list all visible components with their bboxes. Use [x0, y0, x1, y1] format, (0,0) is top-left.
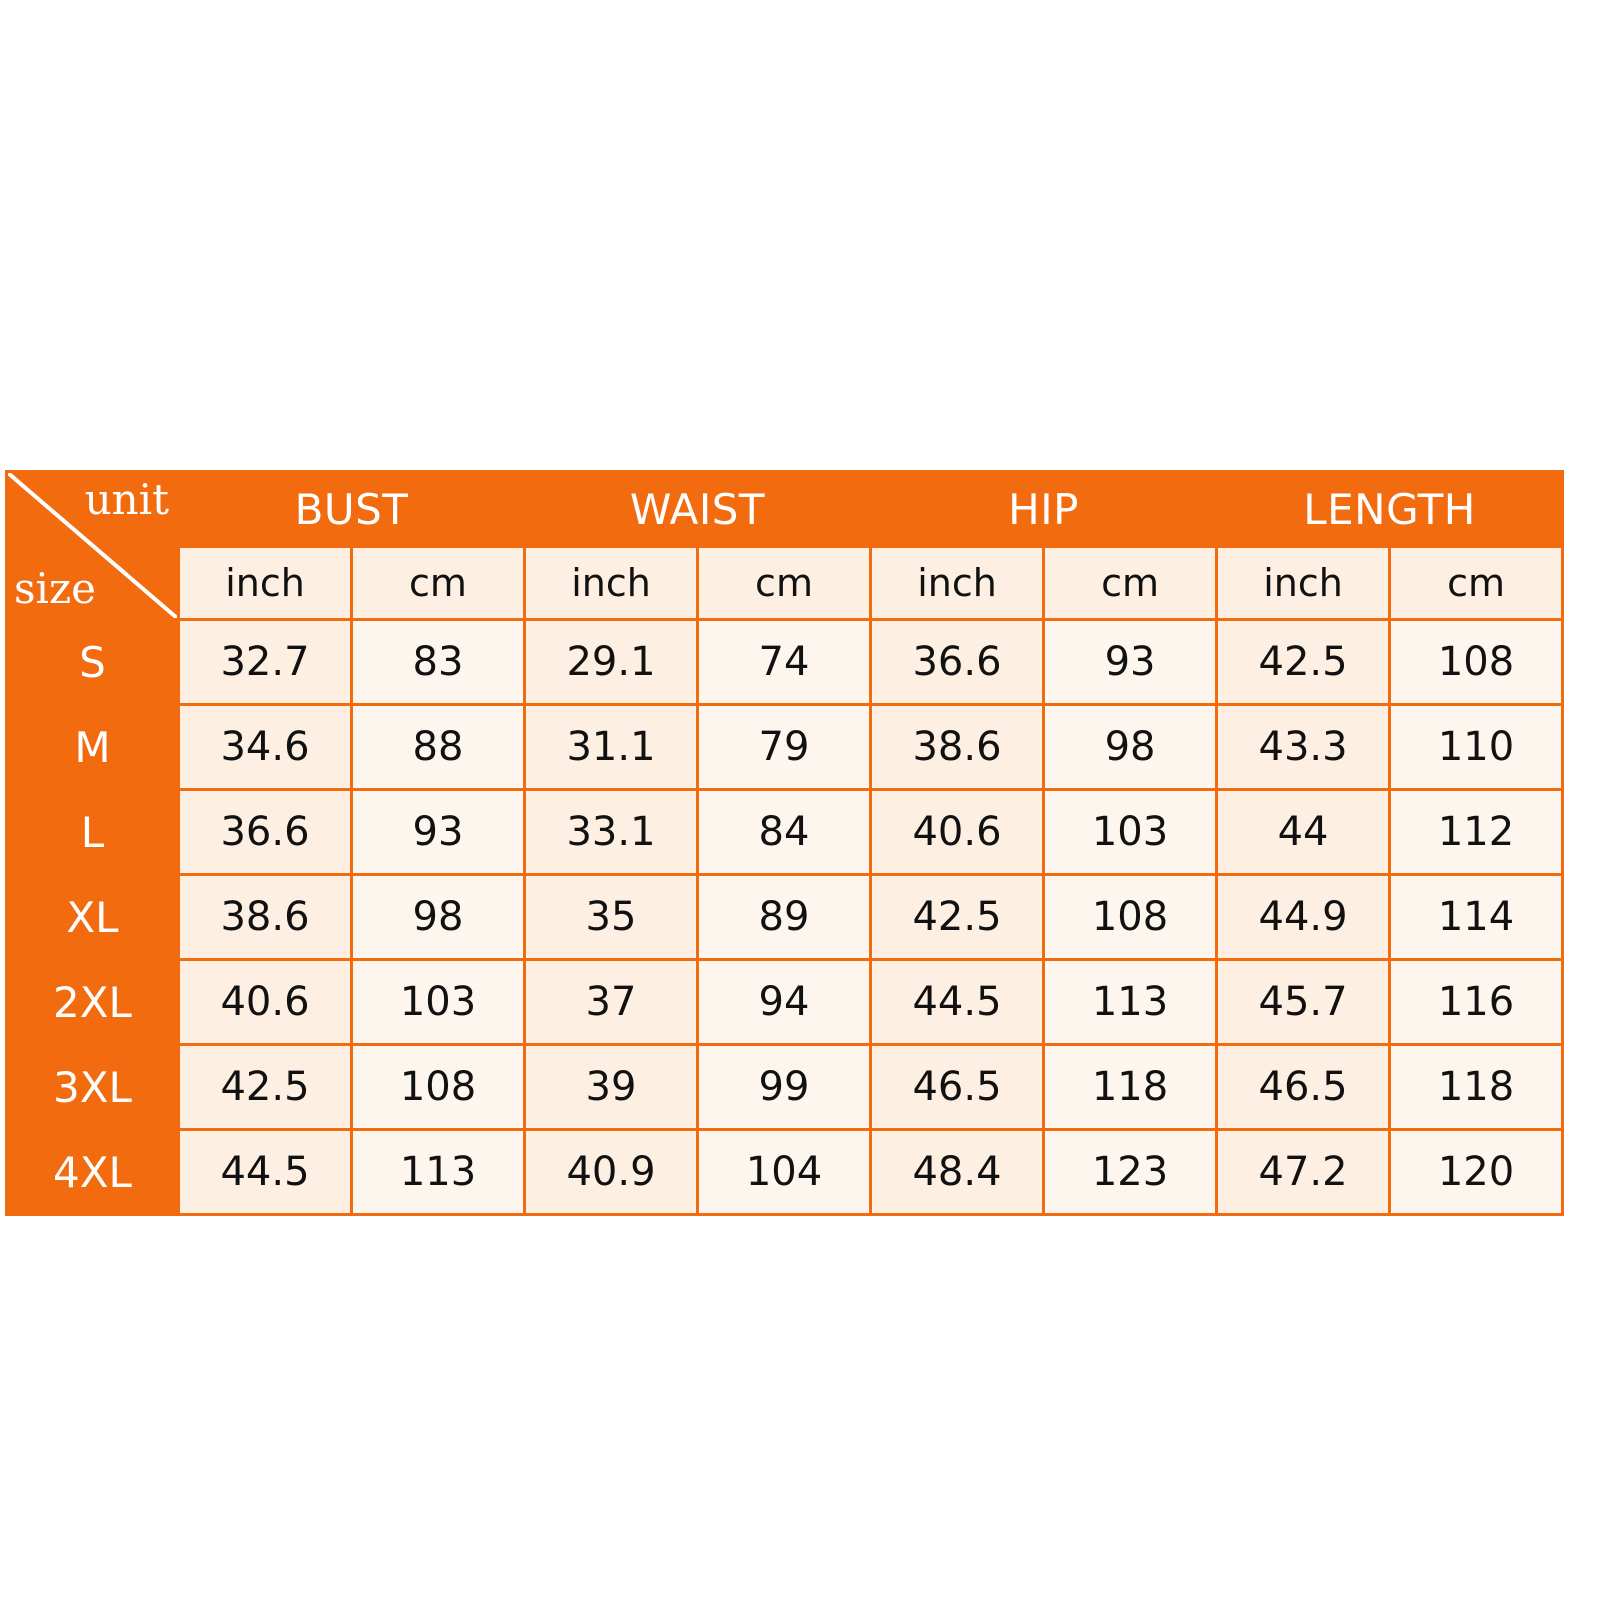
cell-waist-inch: 39	[525, 1045, 698, 1130]
cell-bust-inch: 42.5	[179, 1045, 352, 1130]
cell-hip-inch: 46.5	[871, 1045, 1044, 1130]
cell-bust-cm: 103	[352, 960, 525, 1045]
cell-hip-inch: 48.4	[871, 1130, 1044, 1215]
cell-waist-inch: 31.1	[525, 705, 698, 790]
unit-header-hip-cm: cm	[1044, 547, 1217, 620]
cell-waist-cm: 79	[698, 705, 871, 790]
cell-length-cm: 120	[1390, 1130, 1563, 1215]
table-row	[7, 705, 1563, 790]
cell-bust-inch: 44.5	[179, 1130, 352, 1215]
size-chart-container	[5, 470, 1561, 1216]
cell-length-inch: 45.7	[1217, 960, 1390, 1045]
cell-waist-cm: 89	[698, 875, 871, 960]
cell-hip-cm: 118	[1044, 1045, 1217, 1130]
cell-bust-inch: 40.6	[179, 960, 352, 1045]
cell-length-inch: 44	[1217, 790, 1390, 875]
cell-length-inch: 42.5	[1217, 620, 1390, 705]
table-header-row-groups	[7, 472, 1563, 547]
cell-hip-inch: 40.6	[871, 790, 1044, 875]
cell-hip-inch: 42.5	[871, 875, 1044, 960]
cell-hip-inch: 44.5	[871, 960, 1044, 1045]
cell-length-inch: 43.3	[1217, 705, 1390, 790]
cell-waist-inch: 40.9	[525, 1130, 698, 1215]
group-header-waist: WAIST	[525, 472, 871, 547]
cell-bust-inch: 32.7	[179, 620, 352, 705]
cell-bust-inch: 34.6	[179, 705, 352, 790]
size-label: 2XL	[7, 960, 179, 1045]
cell-hip-inch: 36.6	[871, 620, 1044, 705]
cell-bust-cm: 88	[352, 705, 525, 790]
cell-bust-cm: 108	[352, 1045, 525, 1130]
cell-waist-inch: 37	[525, 960, 698, 1045]
cell-length-cm: 116	[1390, 960, 1563, 1045]
unit-header-bust-inch: inch	[179, 547, 352, 620]
group-header-hip: HIP	[871, 472, 1217, 547]
unit-header-length-cm: cm	[1390, 547, 1563, 620]
cell-length-cm: 112	[1390, 790, 1563, 875]
corner-header-cell	[7, 472, 179, 620]
corner-unit-label: unit	[84, 475, 169, 524]
size-label: S	[7, 620, 179, 705]
size-label: XL	[7, 875, 179, 960]
cell-bust-cm: 113	[352, 1130, 525, 1215]
cell-length-inch: 47.2	[1217, 1130, 1390, 1215]
cell-length-cm: 110	[1390, 705, 1563, 790]
cell-length-cm: 118	[1390, 1045, 1563, 1130]
corner-size-label: size	[14, 564, 96, 613]
cell-hip-cm: 113	[1044, 960, 1217, 1045]
cell-length-cm: 114	[1390, 875, 1563, 960]
cell-waist-inch: 35	[525, 875, 698, 960]
group-header-bust: BUST	[179, 472, 525, 547]
cell-hip-cm: 103	[1044, 790, 1217, 875]
size-label: 4XL	[7, 1130, 179, 1215]
cell-waist-cm: 84	[698, 790, 871, 875]
unit-header-bust-cm: cm	[352, 547, 525, 620]
cell-length-inch: 44.9	[1217, 875, 1390, 960]
cell-bust-inch: 38.6	[179, 875, 352, 960]
table-row	[7, 620, 1563, 705]
table-row	[7, 790, 1563, 875]
cell-hip-cm: 93	[1044, 620, 1217, 705]
cell-length-inch: 46.5	[1217, 1045, 1390, 1130]
unit-header-waist-cm: cm	[698, 547, 871, 620]
cell-waist-cm: 99	[698, 1045, 871, 1130]
size-chart-table	[5, 470, 1564, 1216]
cell-bust-inch: 36.6	[179, 790, 352, 875]
cell-waist-cm: 94	[698, 960, 871, 1045]
cell-hip-inch: 38.6	[871, 705, 1044, 790]
table-header-row-units	[7, 547, 1563, 620]
size-label: 3XL	[7, 1045, 179, 1130]
cell-waist-cm: 74	[698, 620, 871, 705]
unit-header-hip-inch: inch	[871, 547, 1044, 620]
cell-hip-cm: 108	[1044, 875, 1217, 960]
group-header-length: LENGTH	[1217, 472, 1563, 547]
cell-bust-cm: 93	[352, 790, 525, 875]
table-row	[7, 875, 1563, 960]
cell-hip-cm: 123	[1044, 1130, 1217, 1215]
cell-bust-cm: 98	[352, 875, 525, 960]
cell-waist-inch: 33.1	[525, 790, 698, 875]
unit-header-waist-inch: inch	[525, 547, 698, 620]
size-label: M	[7, 705, 179, 790]
cell-bust-cm: 83	[352, 620, 525, 705]
unit-header-length-inch: inch	[1217, 547, 1390, 620]
cell-hip-cm: 98	[1044, 705, 1217, 790]
size-label: L	[7, 790, 179, 875]
cell-waist-inch: 29.1	[525, 620, 698, 705]
table-row	[7, 960, 1563, 1045]
table-row	[7, 1130, 1563, 1215]
cell-waist-cm: 104	[698, 1130, 871, 1215]
cell-length-cm: 108	[1390, 620, 1563, 705]
table-row	[7, 1045, 1563, 1130]
